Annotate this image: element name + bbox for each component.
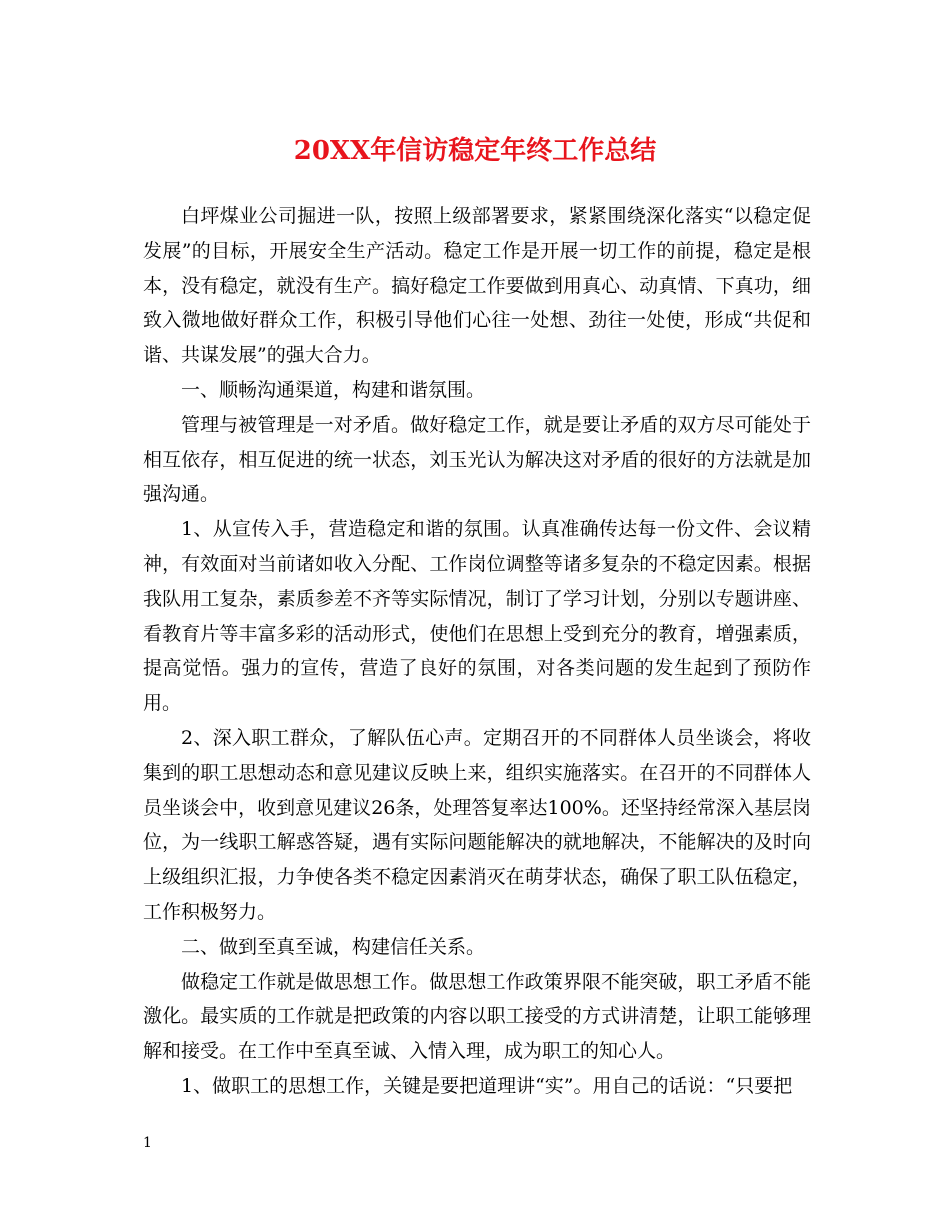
page-number: 1 [143,1135,152,1151]
paragraph-intro: 白坪煤业公司掘进一队，按照上级部署要求，紧紧围绕深化落实“以稳定促发展”的目标，开展安全生产活动。稳定工作是开展一切工作的前提，稳定是根本，没有稳定，就没有生产。搞好稳定工作要做到用真心、动真情、下真功，细致入微地做好群众工作，积极引导他们心往一处想、劲往一处使，形成“共促和谐、共谋发展”的强大合力。 [143,205,811,367]
paragraph: 1、做职工的思想工作，关键是要把道理讲“实”。用自己的话说：“只要把 [181,1074,793,1097]
paragraph: 做稳定工作就是做思想工作。做思想工作政策界限不能突破，职工矛盾不能激化。最实质的工作就是把政策的内容以职工接受的方式讲清楚，让职工能够理解和接受。在工作中至真至诚、入情入理，成为职工的知心人。 [143,970,811,1063]
heading-section-2: 二、做到至真至诚，构建信任关系。 [181,935,486,958]
paragraph: 1、从宣传入手，营造稳定和谐的氛围。认真准确传达每一份文件、会议精神，有效面对当前诸如收入分配、工作岗位调整等诸多复杂的不稳定因素。根据我队用工复杂，素质参差不齐等实际情况，制订了学习计划，分别以专题讲座、看教育片等丰富多彩的活动形式，使他们在思想上受到充分的教育，增强素质，提高觉悟。强力的宣传，营造了良好的氛围，对各类问题的发生起到了预防作用。 [143,518,811,715]
paragraph: 2、深入职工群众，了解队伍心声。定期召开的不同群体人员坐谈会，将收集到的职工思想动态和意见建议反映上来，组织实施落实。在召开的不同群体人员坐谈会中，收到意见建议26条，处理答复率达100%。还坚持经常深入基层岗位，为一线职工解惑答疑，遇有实际问题能解决的就地解决，不能解决的及时向上级组织汇报，力争使各类不稳定因素消灭在萌芽状态，确保了职工队伍稳定，工作积极努力。 [143,726,811,923]
heading-section-1: 一、顺畅沟通渠道，构建和谐氛围。 [181,378,486,401]
document-body [143,199,811,1104]
paragraph: 管理与被管理是一对矛盾。做好稳定工作，就是要让矛盾的双方尽可能处于相互依存，相互促进的统一状态，刘玉光认为解决这对矛盾的很好的方法就是加强沟通。 [143,413,811,506]
document-title: 20XX年信访稳定年终工作总结 [293,136,657,166]
